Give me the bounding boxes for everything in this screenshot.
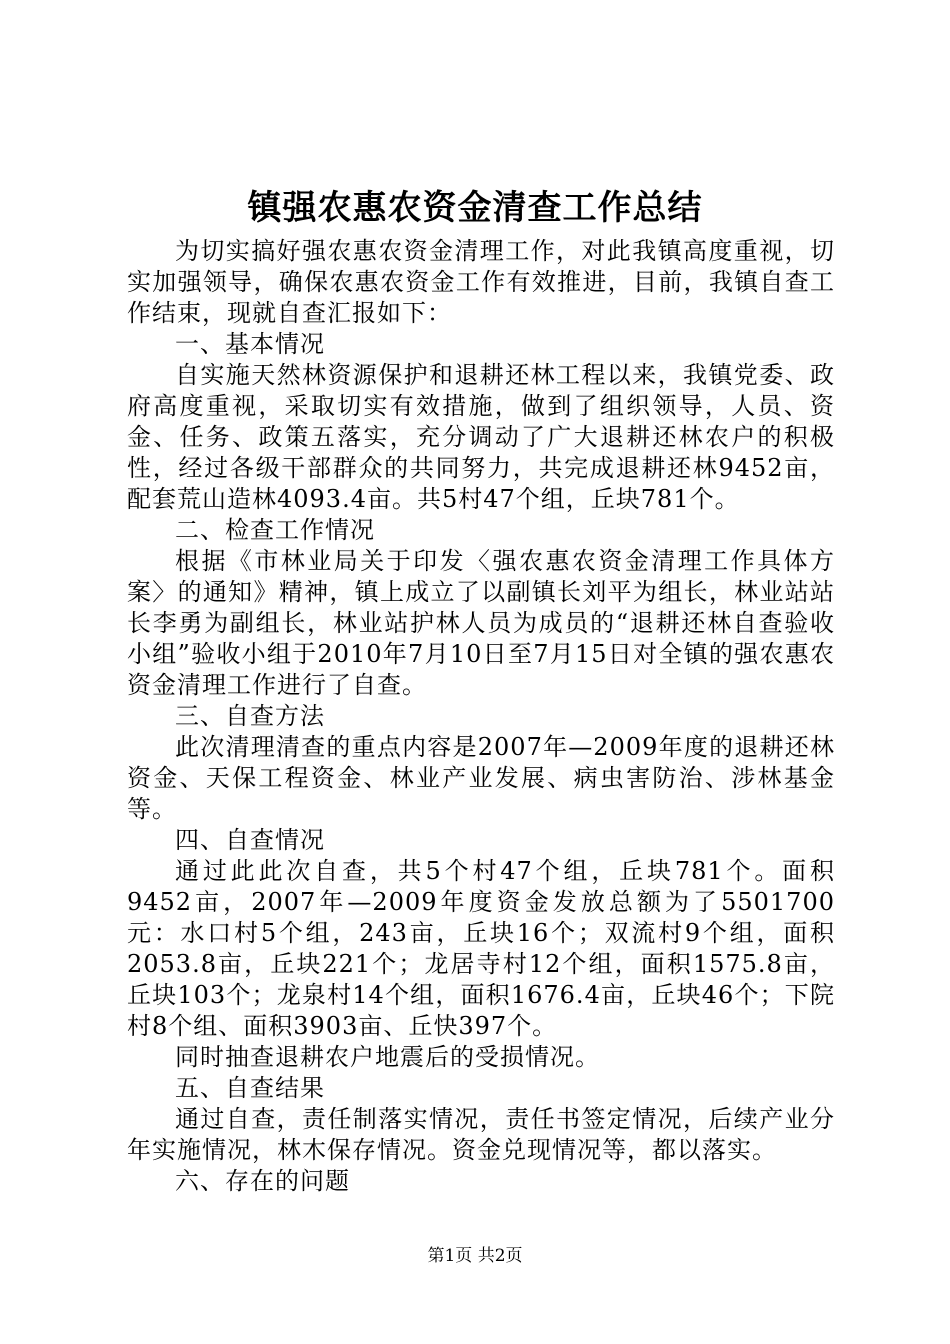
section-heading-problems: 六、存在的问题 (175, 1167, 350, 1195)
section-heading-basic: 一、基本情况 (175, 330, 325, 358)
basic-paragraph: 自实施天然林资源保护和退耕还林工程以来，我镇党委、政府高度重视，采取切实有效措施，做到了组织领导，人员、资金、任务、政策五落实，充分调动了广大退耕还林农户的积极性，经过各级干部群众的共同努力，共完成退耕还林9452亩，配套荒山造林4093.4亩。共5村47个组，丘块781个。 (127, 361, 835, 513)
document-title: 镇强农惠农资金清查工作总结 (247, 188, 703, 228)
inspection-paragraph: 根据《市林业局关于印发〈强农惠农资金清理工作具体方案〉的通知》精神，镇上成立了以副镇长刘平为组长，林业站站长李勇为副组长，林业站护林人员为成员的“退耕还林自查验收小组”验收小组于2010年7月10日至7月15日对全镇的强农惠农资金清理工作进行了自查。 (127, 547, 835, 699)
status-paragraph: 通过此此次自查，共5个村47个组，丘块781个。面积9452亩，2007年—2009年度资金发放总额为了5501700元：水口村5个组，243亩，丘块16个；双流村9个组，面积2053.8亩，丘块221个；龙居寺村12个组，面积1575.8亩，丘块103个；龙泉村14个组，面积1676.4亩，丘块46个；下院村8个组、面积3903亩、丘快397个。 (127, 857, 835, 1040)
section-heading-inspection: 二、检查工作情况 (175, 516, 375, 544)
result-paragraph: 通过自查，责任制落实情况，责任书签定情况，后续产业分年实施情况，林木保存情况。资金兑现情况等，都以落实。 (127, 1105, 835, 1164)
section-heading-result: 五、自查结果 (175, 1074, 325, 1102)
document-body (127, 236, 835, 1197)
page-footer: 第1页 共2页 (427, 1246, 523, 1266)
method-paragraph: 此次清理清查的重点内容是2007年—2009年度的退耕还林资金、天保工程资金、林业产业发展、病虫害防治、涉林基金等。 (127, 733, 835, 823)
section-heading-status: 四、自查情况 (175, 826, 325, 854)
intro-paragraph: 为切实搞好强农惠农资金清理工作，对此我镇高度重视，切实加强领导，确保农惠农资金工作有效推进，目前，我镇自查工作结束，现就自查汇报如下： (127, 237, 835, 327)
section-heading-method: 三、自查方法 (175, 702, 325, 730)
status-note-paragraph: 同时抽查退耕农户地震后的受损情况。 (175, 1043, 600, 1071)
